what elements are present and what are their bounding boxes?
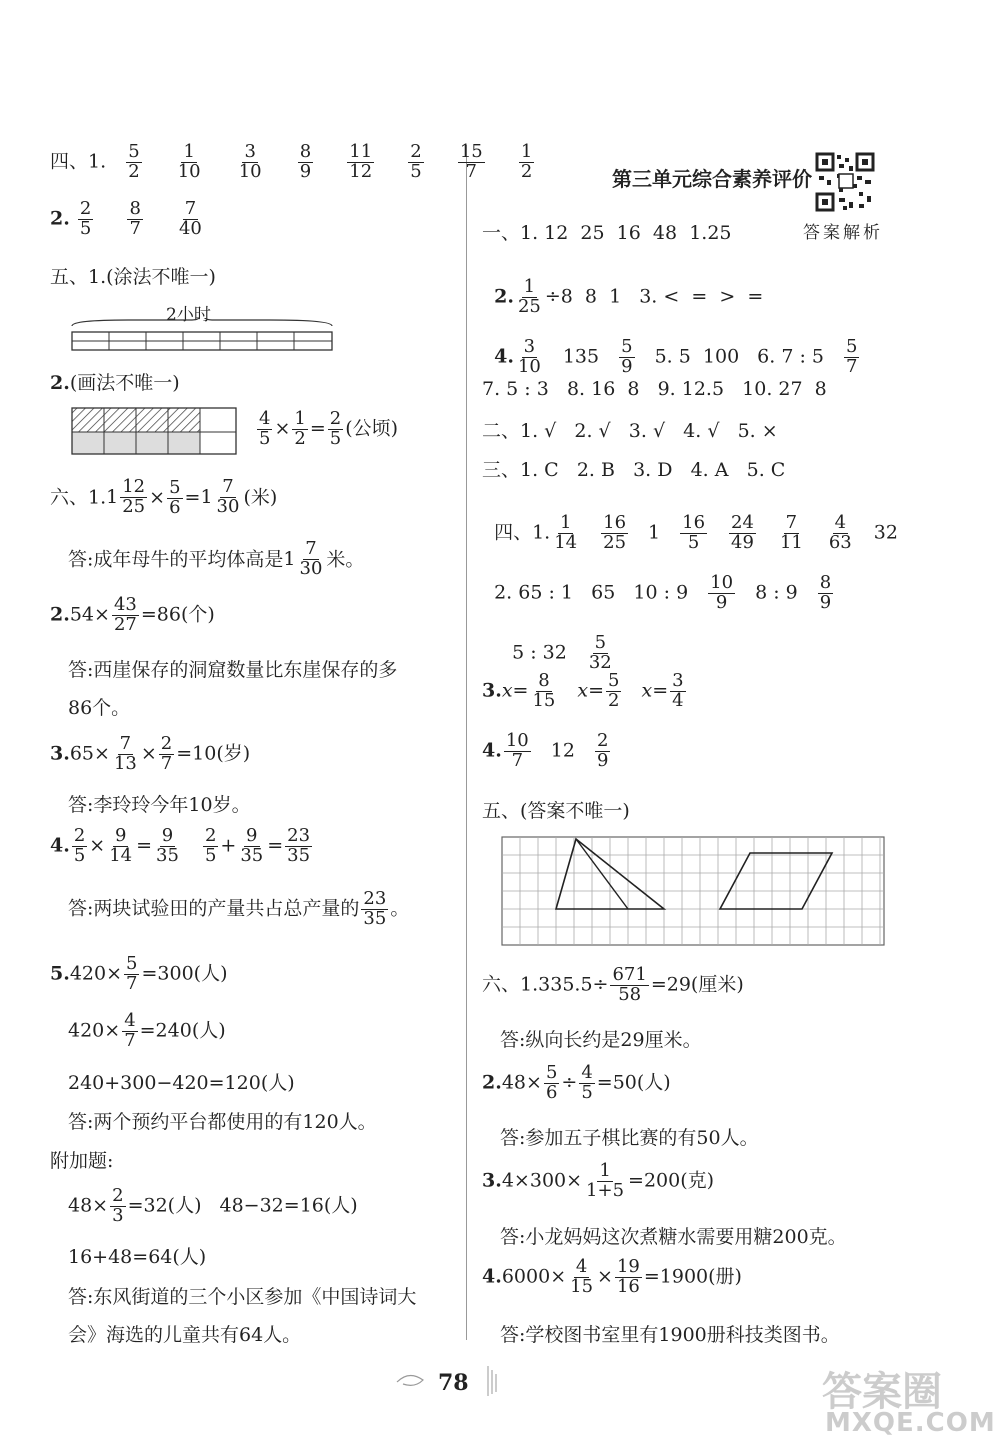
- frac-num: 2: [79, 198, 92, 219]
- expr: 8 : 9: [755, 581, 798, 604]
- unit-title: 第三单元综合素养评价: [612, 167, 812, 191]
- s6-head: 六、1.: [50, 486, 107, 509]
- expr: x=: [577, 679, 605, 702]
- s5-head: 五、1.: [50, 266, 107, 288]
- left-ornament-icon: [393, 1362, 433, 1392]
- watermark-url: MXQE.COM: [825, 1408, 996, 1438]
- time-bar-diagram: [70, 318, 335, 354]
- area-equation: $\frac{4}{5}$ × $\frac{1}{2}$ = $\frac{2}{5}$ (公顷): [259, 408, 399, 449]
- right-q1-answer: 答:纵向长约是29厘米。: [500, 1029, 702, 1051]
- frac-den: 10: [177, 160, 201, 182]
- answer-analysis-label: 答案解析: [803, 223, 883, 243]
- right-s1-l3: 4. $\frac{3}{10}$ 135 $\frac{5}{9}$ 5. 5 100 6. 7 : 5 $\frac{5}{7}$: [494, 336, 858, 377]
- frac-den: 2: [128, 160, 140, 182]
- expr: 6. 7 : 5: [757, 345, 824, 368]
- frac-den: 7: [465, 160, 477, 182]
- frac-den: 5: [259, 427, 271, 449]
- right-s3: 三、1. C 2. B 3. D 4. A 5. C: [482, 459, 786, 481]
- expr: =200(克): [628, 1169, 715, 1192]
- right-q2-answer: 答:参加五子棋比赛的有50人。: [500, 1127, 759, 1149]
- item-number: 5.: [50, 962, 70, 985]
- right-s4-l4: 3.x= $\frac{8}{15}$ x= $\frac{5}{2}$ x= $\frac{3}{4}$: [482, 670, 684, 711]
- item-number: 2.: [50, 603, 70, 626]
- frac-num: 2: [410, 141, 422, 162]
- left-s6-q5-b: 420× $\frac{4}{7}$ =240(人): [68, 1010, 226, 1051]
- right-s1-l2: 2. $\frac{1}{25}$ ÷8 8 1 3. < = > =: [494, 276, 764, 317]
- frac-den: 5: [329, 427, 342, 449]
- item-number: 4.: [50, 834, 70, 857]
- answer-text: 答:两块试验田的产量共占总产量的: [68, 897, 360, 920]
- right-s1-l1: 一、1. 12 25 16 48 1.25: [482, 222, 732, 244]
- q3-answer: 答:李玲玲今年10岁。: [68, 794, 251, 816]
- right-q4-answer: 答:学校图书室里有1900册科技类图书。: [500, 1324, 840, 1346]
- expr: 420×: [69, 962, 123, 985]
- right-s4-l3: 5 : 32 $\frac{5}{32}$: [512, 632, 612, 673]
- column-divider: [466, 145, 467, 1340]
- bar-label: 2小时: [166, 305, 211, 325]
- frac-num: 8: [129, 198, 141, 219]
- left-s5-row2: [50, 368, 180, 395]
- expr: =300(人): [141, 962, 228, 985]
- right-s4-l5: 4. $\frac{10}{7}$ 12 $\frac{2}{9}$: [482, 730, 609, 771]
- expr: 48×: [68, 1194, 109, 1217]
- expr: 135: [562, 345, 600, 368]
- s6-head: 六、1.: [482, 973, 539, 996]
- frac-den: 2: [520, 160, 533, 182]
- frac-den: 9: [299, 160, 312, 182]
- q2-answer-line1: 答:西崖保存的洞窟数量比东崖保存的多: [68, 659, 398, 681]
- expr: 54×: [69, 603, 110, 626]
- expr: 48×: [501, 1071, 542, 1094]
- expr: 6000×: [501, 1265, 567, 1288]
- right-s2: 二、1. √ 2. √ 3. √ 4. √ 5. ×: [482, 420, 778, 442]
- expr: =50(人): [596, 1071, 671, 1094]
- left-s6-q1-answer: 答:成年母牛的平均体高是1 $\frac{7}{30}$ 米。: [68, 538, 365, 579]
- expr: 5 : 32: [512, 641, 567, 664]
- expr: 48−32=16(人): [219, 1194, 358, 1217]
- q2-answer-line2: 86个。: [68, 697, 131, 719]
- left-s4-row2: [50, 200, 206, 239]
- left-s5-row1: [50, 262, 216, 289]
- left-s4-row1: [50, 143, 536, 182]
- item-number: 3.: [50, 742, 70, 765]
- item-number: 2.: [482, 1071, 502, 1094]
- unit: (公顷): [345, 417, 399, 440]
- s4-head: 四、1.: [50, 150, 107, 173]
- frac-num: 4: [259, 408, 271, 429]
- frac-den: 5: [410, 160, 422, 182]
- expr: 3. < = > =: [639, 285, 764, 308]
- unit: (米): [243, 486, 278, 509]
- s4-head: 四、1.: [494, 521, 551, 544]
- expr: 335.5÷: [538, 973, 609, 996]
- page-number: 78: [438, 1370, 469, 1396]
- right-s6-q1: 六、1.335.5÷ $\frac{671}{58}$ =29(厘米): [482, 964, 744, 1005]
- right-q3-answer: 答:小龙妈妈这次煮糖水需要用糖200克。: [500, 1226, 847, 1248]
- answer-text: 答:成年母牛的平均体高是: [68, 548, 284, 571]
- expr: 2. 65 : 1 65 10 : 9: [494, 581, 689, 604]
- extra-answer-2: 会》海选的儿童共有64人。: [68, 1324, 302, 1346]
- expr: =32(人): [127, 1194, 202, 1217]
- frac-den: 5: [79, 217, 92, 239]
- expr: =86(个): [140, 603, 215, 626]
- frac-num: 8: [299, 141, 312, 162]
- expr: =1900(册): [643, 1265, 742, 1288]
- extra-answer-1: 答:东风街道的三个小区参加《中国诗词大: [68, 1286, 417, 1308]
- frac-num: 1: [520, 141, 533, 162]
- expr: 12: [550, 739, 575, 762]
- q4-answer: 答:两块试验田的产量共占总产量的 $\frac{23}{35}$ 。: [68, 888, 410, 929]
- item-number: 3.: [482, 679, 502, 702]
- item-number: 2.: [494, 285, 514, 308]
- frac-num: 15: [459, 141, 483, 162]
- right-s4-l2: 2. 65 : 1 65 10 : 9 $\frac{10}{9}$ 8 : 9 $\frac{8}{9}$: [494, 572, 832, 613]
- item-number: 2.: [50, 372, 70, 394]
- expr: ÷8 8 1: [544, 285, 622, 308]
- expr: 65×: [69, 742, 110, 765]
- item-number: 4.: [494, 345, 514, 368]
- right-s6-q4: 4.6000× $\frac{4}{15}$ × $\frac{19}{16}$ =1900(册): [482, 1256, 742, 1297]
- extra-head: 附加题:: [50, 1150, 114, 1172]
- hatched-area-diagram: [70, 406, 238, 458]
- right-s5-head: 五、(答案不唯一): [482, 800, 630, 822]
- item-number: 4.: [482, 1265, 502, 1288]
- frac-num: 1: [294, 408, 306, 429]
- item-number: 4.: [482, 739, 502, 762]
- item-number: 2.: [50, 207, 70, 230]
- geometry-grid-diagram: [500, 835, 886, 947]
- frac-den: 12: [349, 160, 373, 182]
- q5-calc: 240+300−420=120(人): [68, 1072, 295, 1094]
- right-s1-l4: 7. 5 : 3 8. 16 8 9. 12.5 10. 27 8: [482, 378, 827, 400]
- s5-note2: (画法不唯一): [69, 372, 180, 394]
- frac-num: 2: [329, 408, 342, 429]
- frac-den: 7: [129, 217, 141, 239]
- item-number: 3.: [482, 1169, 502, 1192]
- extra-line1: 48× $\frac{2}{3}$ =32(人) 48−32=16(人): [68, 1185, 358, 1226]
- q5-answer: 答:两个预约平台都使用的有120人。: [68, 1111, 377, 1133]
- frac-den: 40: [178, 217, 202, 239]
- unit: 米。: [326, 548, 365, 571]
- expr: =10(岁): [176, 742, 251, 765]
- expr: =29(厘米): [650, 973, 744, 996]
- expr: x=: [641, 679, 669, 702]
- expr: x=: [501, 679, 529, 702]
- left-s6-q3: 3.65× $\frac{7}{13}$ × $\frac{2}{7}$ =10(岁): [50, 733, 251, 774]
- expr: 420×: [68, 1019, 121, 1042]
- frac-num: 5: [128, 141, 140, 162]
- watermark-logo: 答案圈: [822, 1369, 942, 1415]
- frac-num: 3: [244, 141, 256, 162]
- right-s4-l1: 四、1. $\frac{1}{14}$ $\frac{16}{25}$ 1 $\frac{16}{5}$ $\frac{24}{49}$ $\frac{7}{11}$ $\frac{4}{63}$ 32: [494, 512, 898, 553]
- expr: 5. 5 100: [654, 345, 740, 368]
- expr: 1: [648, 521, 661, 544]
- qr-code-icon[interactable]: [815, 152, 875, 212]
- frac-num: 1: [183, 141, 195, 162]
- frac-num: 11: [349, 141, 373, 162]
- left-s6-q2: 2.54× $\frac{43}{27}$ =86(个): [50, 594, 215, 635]
- expr: =240(人): [139, 1019, 226, 1042]
- left-s6-q5-a: 5.420× $\frac{5}{7}$ =300(人): [50, 953, 228, 994]
- frac-den: 2: [294, 427, 306, 449]
- s5-note: (涂法不唯一): [106, 266, 216, 288]
- right-ornament-icon: [482, 1360, 512, 1400]
- frac-num: 7: [184, 198, 197, 219]
- right-s6-q3: 3.4×300× $\frac{1}{1+5}$ =200(克): [482, 1160, 715, 1201]
- left-s6-q4: 4. $\frac{2}{5}$ × $\frac{9}{14}$ = $\frac{9}{35}$ $\frac{2}{5}$ + $\frac{9}{35}$ = $\frac{23}{35}$: [50, 825, 311, 866]
- right-s6-q2: 2.48× $\frac{5}{6}$ ÷ $\frac{4}{5}$ =50(人): [482, 1062, 671, 1103]
- frac-den: 10: [238, 160, 262, 182]
- left-s6-q1: 六、1.1 $\frac{12}{25}$ × $\frac{5}{6}$ =1 $\frac{7}{30}$ (米): [50, 476, 278, 518]
- expr: 4×300×: [501, 1169, 583, 1192]
- expr: 32: [873, 521, 898, 544]
- extra-line2: 16+48=64(人): [68, 1246, 207, 1268]
